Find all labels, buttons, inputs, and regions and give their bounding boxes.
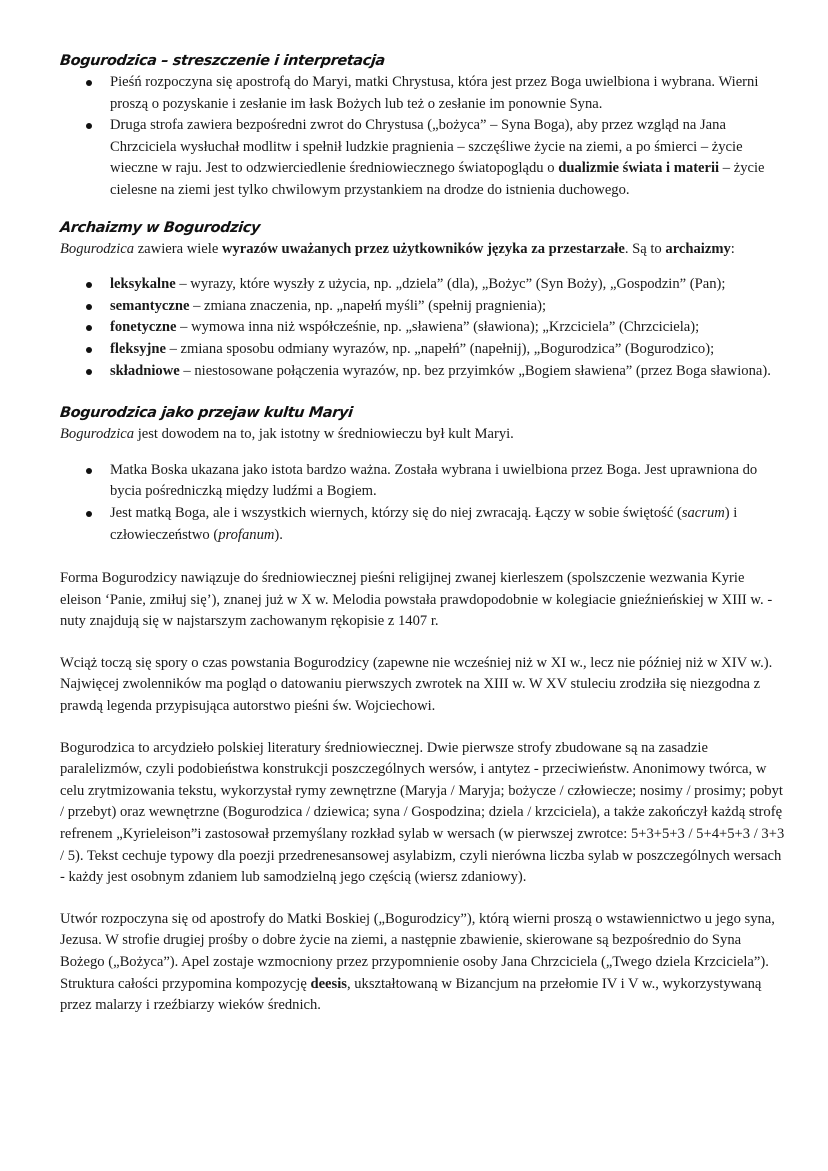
list-item: Druga strofa zawiera bezpośredni zwrot do Chrystusa („bożyca” – Syna Boga), aby przez wzgląd na Jana Chrzciciela wysłuchał modlitw i spełnił ludzkie pragnienia – szczęśliwe życie na ziemi, a po śmierci – życie wieczne w raju. Jest to odzwierciedlenie średniowiecznego światopoglądu o dualizmie świata i materii – życie cielesne na ziemi jest tylko chwilowym przystankiem na drodze do istnienia duchowego. bbox=[110, 115, 788, 201]
bullet-icon bbox=[86, 369, 92, 375]
bullet-icon bbox=[86, 304, 92, 310]
section-summary bbox=[60, 50, 788, 202]
list-item: fleksyjne – zmiana sposobu odmiany wyrazów, np. „napełń” (napełnij), „Bogurodzica” (Bogurodzico); bbox=[110, 339, 788, 361]
bullet-icon bbox=[86, 282, 92, 288]
bullet-icon bbox=[86, 80, 92, 86]
section-marian-cult bbox=[60, 402, 788, 546]
list-item: Matka Boska ukazana jako istota bardzo ważna. Została wybrana i uwielbiona przez Boga. Jest uprawniona do bycia pośredniczką między ludźmi a Bogiem. bbox=[110, 460, 788, 503]
bullet-icon bbox=[86, 123, 92, 129]
paragraph-dating: Wciąż toczą się spory o czas powstania Bogurodzicy (zapewne nie wcześniej niż w XI w., lecz nie później niż w XIV w.). Najwięcej zwolenników ma pogląd o datowaniu pierwszych zwrotek na XIII w. W XV stuleciu zrodziła się niezgodna z prawdą legenda przypisująca autorstwo pieśni św. Wojciechowi. bbox=[60, 654, 773, 715]
section-heading: Archaizmy w Bogurodzicy bbox=[59, 219, 261, 236]
paragraph-form: Forma Bogurodzicy nawiązuje do średniowiecznej pieśni religijnej zwanej kierleszem (spolszczenie wezwania Kyrie eleison ‘Panie, zmiłuj się’), znanej już w X w. Melodia powstała prawdopodobnie w kolegiacie gnieźnieńskiej w XIII w. - nuty znajdują się w najstarszym zachowanym rękopisie z 1407 r. bbox=[60, 570, 773, 630]
section-intro: Bogurodzica zawiera wiele wyrazów uważanych przez użytkowników języka za przestarzałe. Są to archaizmy: bbox=[60, 240, 735, 257]
bullet-icon bbox=[86, 468, 92, 474]
paragraph-composition: Utwór rozpoczyna się od apostrofy do Matki Boskiej („Bogurodzicy”), którą wierni proszą o wstawiennictwo u jego syna, Jezusa. W strofie drugiej prośby o dobre życie na ziemi, a następnie zbawienie, skierowane są bezpośrednio do Syna Bożego („Bożyca”). Apel zostaje wzmocniony przez przypomnienie osoby Jana Chrzciciela („Twego dziela Krzciciela”). Struktura całości przypomina kompozycję deesis, ukształtowaną w Bizancjum na przełomie IV i V w., wykorzystywaną przez malarzy i rzeźbiarzy wieków średnich. bbox=[60, 910, 775, 1014]
bold-term: deesis bbox=[310, 975, 347, 992]
bullet-icon bbox=[86, 325, 92, 331]
list-item: semantyczne – zmiana znaczenia, np. „napełń myśli” (spełnij pragnienia); bbox=[110, 296, 788, 318]
bold-term: dualizmie świata i materii bbox=[558, 160, 720, 177]
list-item: fonetyczne – wymowa inna niż współcześnie, np. „sławiena” (sławiona); „Krzciciela” (Chrzciciela); bbox=[110, 317, 788, 339]
section-intro: Bogurodzica jest dowodem na to, jak istotny w średniowieczu był kult Maryi. bbox=[60, 426, 514, 443]
list-item: Pieśń rozpoczyna się apostrofą do Maryi, matki Chrystusa, która jest przez Boga uwielbiona i wybrana. Wierni proszą o pozyskanie i zesłanie im łask Bożych lub też o zesłanie im ponownie Syna. bbox=[110, 72, 788, 115]
section-archaisms bbox=[60, 217, 788, 383]
bullet-icon bbox=[86, 347, 92, 353]
list-item: składniowe – niestosowane połączenia wyrazów, np. bez przyimków „Bogiem sławiena” (przez Boga sławiona). bbox=[110, 361, 788, 383]
paragraph-masterpiece: Bogurodzica to arcydzieło polskiej literatury średniowiecznej. Dwie pierwsze strofy zbudowane są na zasadzie paralelizmów, czyli podobieństwa konstrukcji poszczególnych wersów, i antytez - przeciwieństw. Anonimowy twórca, w celu zrytmizowania tekstu, wykorzystał rymy zewnętrzne (Maryja / Maryja; bożycze / człowiecze; nosimy / prosimy; pobyt / przebyt) oraz wewnętrzne (Bogurodzica / dziewica; syna / Gospodzina; dziela / krzciciela), a także zakończył każdą strofę refrenem „Kyrieleison”i zastosował przemyślany rozkład sylab w wersach (w pierwszej zwrotce: 5+3+5+3 / 5+4+5+3 / 3+3 / 5). Tekst cechuje typowy dla poezji przedrenesansowej asylabizm, czyli nierówna liczba sylab w poszczególnych wersach - każdy jest osobnym zdaniem lub samodzielną jego częścią (wiersz zdaniowy). bbox=[60, 739, 785, 886]
list-item: Jest matką Boga, ale i wszystkich wiernych, którzy się do niej zwracają. Łączy w sobie świętość (sacrum) i człowieczeństwo (profanum). bbox=[110, 503, 788, 546]
section-heading: Bogurodzica jako przejaw kultu Maryi bbox=[59, 405, 354, 422]
bullet-icon bbox=[86, 511, 92, 517]
section-heading: Bogurodzica – streszczenie i interpretacja bbox=[59, 53, 386, 69]
list-item: leksykalne – wyrazy, które wyszły z użycia, np. „dziela” (dla), „Bożyc” (Syn Boży), „Gospodzin” (Pan); bbox=[110, 274, 788, 296]
